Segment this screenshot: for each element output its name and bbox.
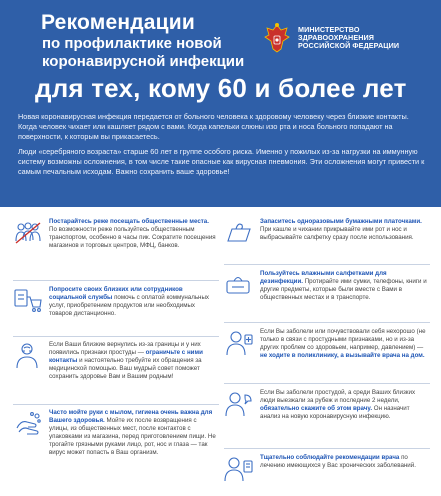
elderly-person-icon: [13, 342, 43, 370]
item-body: Протирайте ими сумки, телефоны, книги и другие предметы, которые были вместе с Вами в общественных местах и в транспорте.: [260, 277, 427, 301]
wet-wipes-icon: [224, 271, 254, 299]
recommendation-item: [224, 454, 430, 483]
title-line-4: для тех, кому 60 и более лет: [35, 73, 407, 103]
item-heading: Запаситесь одноразовыми бумажными платочками.: [260, 218, 422, 225]
item-lead: Если Вы заболели или почувствовали себя нехорошо (не только в связи с простудными признаками, но и из-за других проблем со здоровьем, например, давлением) —: [260, 328, 426, 351]
item-heading: Тщательно соблюдайте рекомендации врача: [260, 454, 400, 461]
ministry-name: [298, 26, 399, 50]
doctor-call-icon: [224, 390, 254, 418]
item-heading: ограничьте с ними контакты: [49, 348, 203, 364]
divider: [13, 404, 219, 405]
divider: [224, 322, 430, 323]
recommendation-item: [13, 409, 219, 457]
recommendation-item: [224, 389, 430, 421]
item-body: При кашле и чихании прикрывайте ими рот и нос и выбрасывайте салфетку сразу после использования.: [260, 225, 414, 241]
intro-paragraph-1: Новая коронавирусная инфекция передается от больного человека к здоровому человеку через близкие контакты. Когда человек чихает или кашляет рядом с вами. Когда капельки слюны изо рта и носа больного попадают на поверхности, к которым вы прикасаетесь.: [18, 112, 409, 142]
divider: [13, 336, 219, 337]
header-banner: [0, 0, 441, 207]
double-headed-eagle-icon: [262, 21, 292, 55]
divider: [224, 383, 430, 384]
divider: [224, 448, 430, 449]
item-lead: Если Вы заболели простудой, а среди Ваших близких люди выезжали за рубеж и последние 2 недели,: [260, 389, 416, 404]
disposable-tissue-icon: [224, 219, 254, 247]
item-heading: Постарайтесь реже посещать общественные места.: [49, 218, 209, 225]
intro-text: [18, 112, 428, 182]
ministry-logo: [262, 18, 432, 58]
title-line-1: Рекомендации: [41, 11, 195, 34]
item-body: По возможности реже пользуйтесь общественным транспортом, особенно в часы пик. Сократите посещения магазинов и торговых центров, МФЦ, банков.: [49, 225, 216, 249]
recommendation-item: [224, 270, 430, 302]
recommendation-item: [13, 286, 219, 318]
item-heading: обязательно скажите об этом врачу.: [260, 404, 373, 412]
item-heading: Часто мойте руки с мылом, гигиена очень важна для Вашего здоровья.: [49, 409, 213, 424]
item-heading: Попросите своих близких или сотрудников социальной службы: [49, 286, 183, 301]
title-line-3: коронавирусной инфекции: [42, 53, 245, 70]
recommendation-item: [224, 218, 430, 247]
item-heading: Пользуйтесь влажными салфетками для дезинфекции.: [260, 270, 387, 285]
divider: [224, 264, 430, 265]
ministry-line-2: ЗДРАВООХРАНЕНИЯ: [298, 32, 375, 42]
title-line-2: по профилактике новой: [42, 35, 222, 52]
item-body: и настоятельно требуйте их обращения за медицинской помощью. Ваш мудрый совет поможет сохранить здоровье Вам и Вашим родным!: [49, 356, 202, 380]
recommendation-item: [224, 328, 430, 360]
recommendation-item: [13, 218, 219, 250]
crowd-icon: [13, 219, 43, 247]
ministry-line-1: МИНИСТЕРСТВО: [298, 24, 360, 34]
item-body: Он назначит анализ на новую коронавирусную инфекцию.: [260, 404, 410, 420]
recommendations-section: [0, 207, 441, 496]
intro-paragraph-2: Люди «серебряного возраста» старше 60 лет в группе особого риска. Именно у пожилых из-за нагрузки на иммунную систему возможны осложнения, в том числе такие опасные как вирусная пневмония. Эти осложнения могут привести к самым печальным исходам. Важно сохранить ваше здоровье!: [18, 147, 425, 177]
sick-person-icon: [224, 329, 254, 357]
item-body: по лечению имеющихся у Вас хронических заболеваний.: [260, 454, 416, 469]
recommendation-item: [13, 341, 219, 381]
divider: [13, 280, 219, 281]
hand-washing-icon: [13, 410, 43, 438]
item-body: Мойте их после возвращения с улицы, из общественных мест, после контактов с упаковками из магазина, перед приготовлением пищи. Не трогайте грязными руками лицо, рот, нос и глаза — так вирус может попасть в Ваш организм.: [49, 416, 216, 456]
shopping-cart-icon: [13, 287, 43, 315]
item-heading: не ходите в поликлинику, а вызывайте врача на дом.: [260, 351, 425, 359]
ministry-line-3: РОССИЙСКОЙ ФЕДЕРАЦИИ: [298, 41, 400, 51]
item-lead: Если Ваши близкие вернулись из-за границы и у них появились признаки простуды —: [49, 341, 201, 356]
item-body: помочь с оплатой коммунальных услуг, приобретением продуктов или необходимых товаров дистанционно.: [49, 293, 210, 317]
doctor-prescription-icon: [224, 455, 254, 483]
